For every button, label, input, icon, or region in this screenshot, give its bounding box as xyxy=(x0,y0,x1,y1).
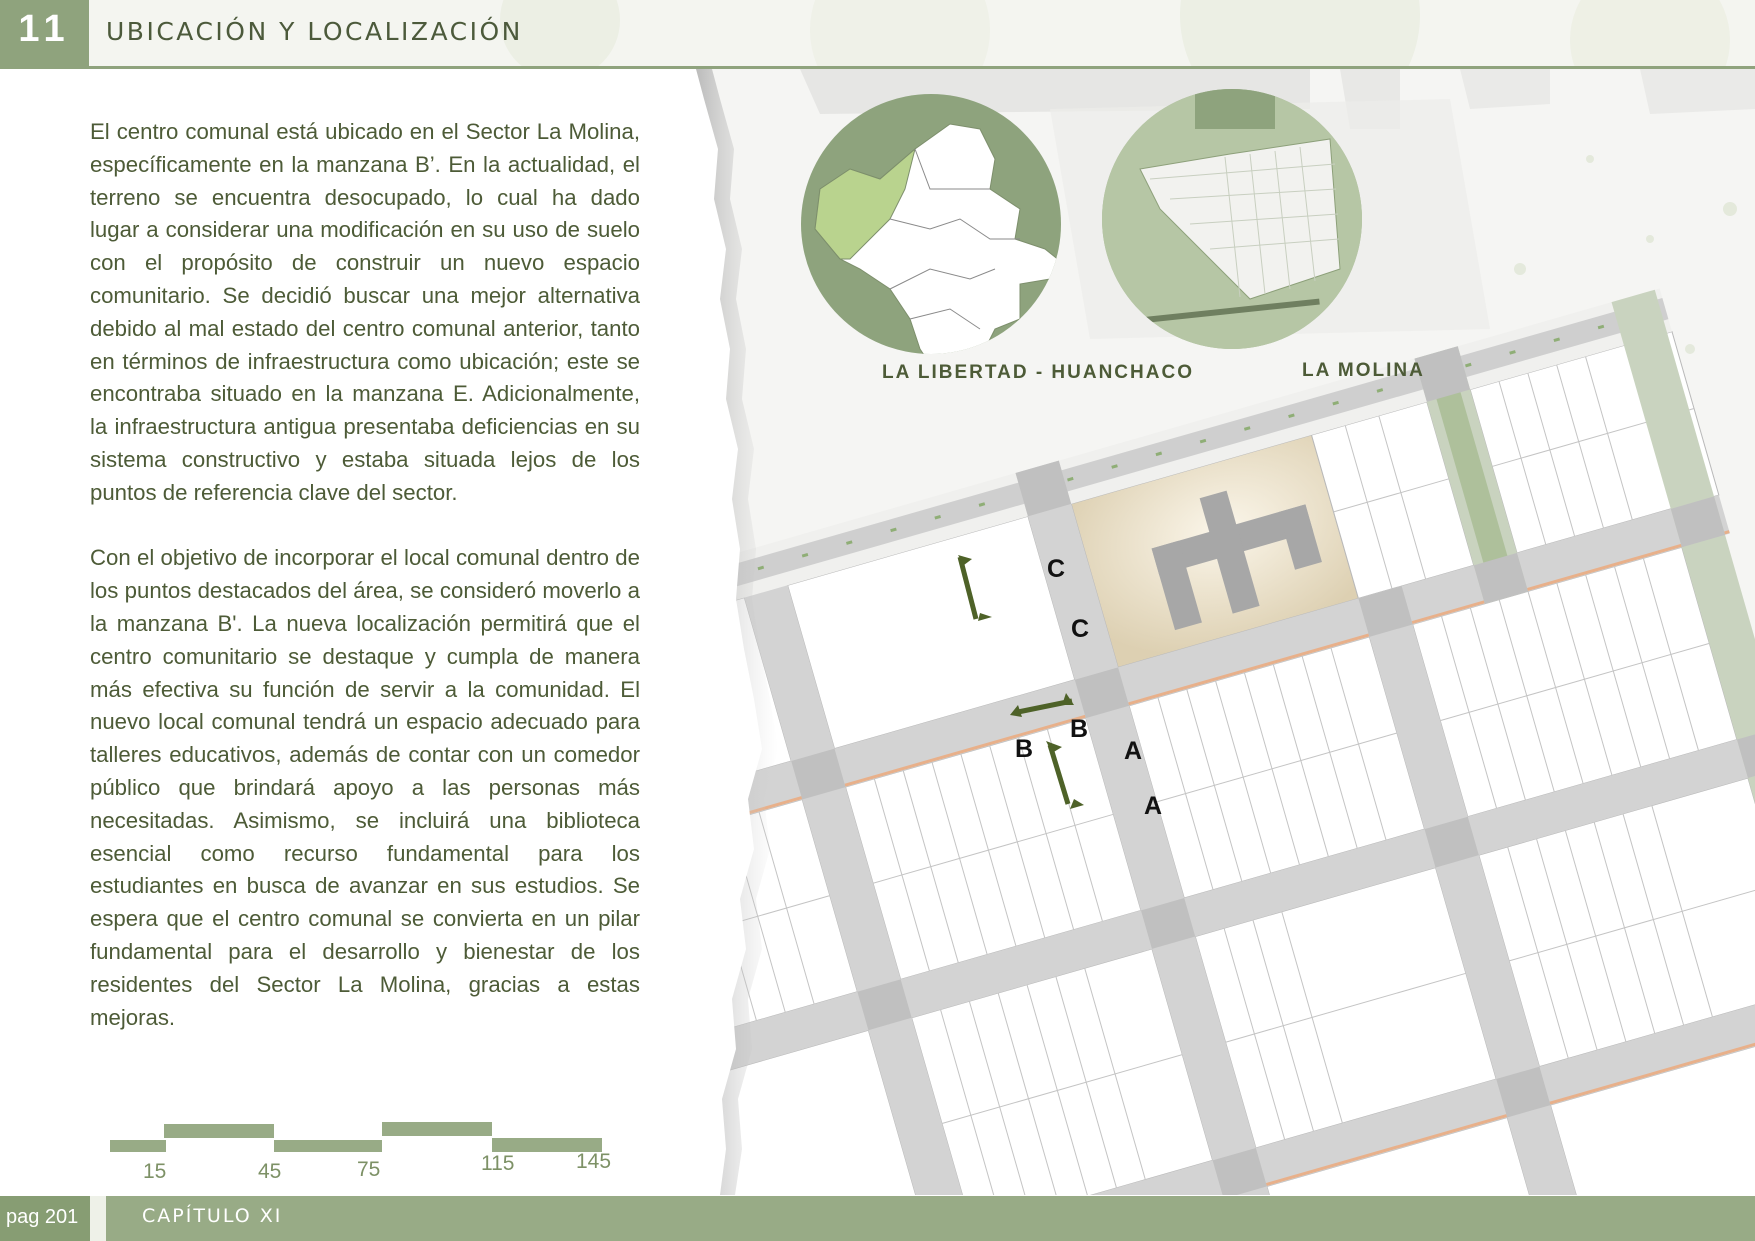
page-number: pag 201 xyxy=(6,1206,79,1228)
scale-label-2: 45 xyxy=(258,1160,282,1183)
section-b-right: B xyxy=(1070,715,1089,743)
paragraph-1: El centro comunal está ubicado en el Sector La Molina, específicamente en la manzana B’. En la actualidad, el terreno se encuentra desocupado, lo cual ha dado lugar a considerar una modificación en su uso de suelo con el propósito de construir un nuevo espacio comunitario. Se decidió buscar una mejor alternativa debido al mal estado del centro comunal anterior, tanto en términos de infraestructura como ubicación; este se encontraba situado en la manzana E. Adicionalmente, la infraestructura antigua presentaba deficiencias en su sistema constructivo y estaba situada lejos de los puntos de referencia clave del sector. xyxy=(90,119,640,505)
scale-label-4: 115 xyxy=(481,1152,515,1175)
chapter-number: 11 xyxy=(18,8,71,50)
site-map-drawing xyxy=(690,69,1755,1195)
section-a-top: A xyxy=(1124,737,1143,765)
body-text xyxy=(90,116,640,1067)
scale-label-3: 75 xyxy=(357,1158,381,1181)
torn-paper-edge xyxy=(690,69,830,1195)
site-map xyxy=(690,69,1755,1195)
section-c-bottom: C xyxy=(1071,615,1090,643)
scale-bar-graphic xyxy=(108,1118,628,1158)
scale-label-1: 15 xyxy=(143,1160,167,1183)
footer-separator xyxy=(90,1196,106,1241)
page-footer xyxy=(0,1196,1755,1241)
page-header xyxy=(0,0,1755,68)
scale-label-5: 145 xyxy=(576,1150,612,1173)
section-b-left: B xyxy=(1015,735,1034,763)
chapter-number-box xyxy=(0,0,89,66)
inset-1-label: LA LIBERTAD - HUANCHACO xyxy=(882,362,1194,383)
page-title: UBICACIÓN Y LOCALIZACIÓN xyxy=(106,17,523,46)
paragraph-2: Con el objetivo de incorporar el local comunal dentro de los puntos destacados del área, se consideró moverlo a la manzana B'. La nueva localización permitirá que el centro comunitario se destaque y cumpla de manera más efectiva su función de servir a la comunidad. El nuevo local comunal tendrá un espacio adecuado para talleres educativos, además de contar con un comedor público que brindará apoyo a las personas más necesitadas. Asimismo, se incluirá una biblioteca esencial como recurso fundamental para los estudiantes en busca de avanzar en sus estudios. Se espera que el centro comunal se convierta en un pilar fundamental para el desarrollo y bienestar de los residentes del Sector La Molina, gracias a estas mejoras. xyxy=(90,545,640,1030)
chapter-label: CAPÍTULO XI xyxy=(142,1205,283,1227)
section-a-bottom: A xyxy=(1144,792,1163,820)
page-number-box xyxy=(0,1196,90,1241)
section-c-top: C xyxy=(1047,555,1066,583)
inset-2-label: LA MOLINA xyxy=(1302,360,1425,381)
scale-bar xyxy=(108,1118,628,1188)
